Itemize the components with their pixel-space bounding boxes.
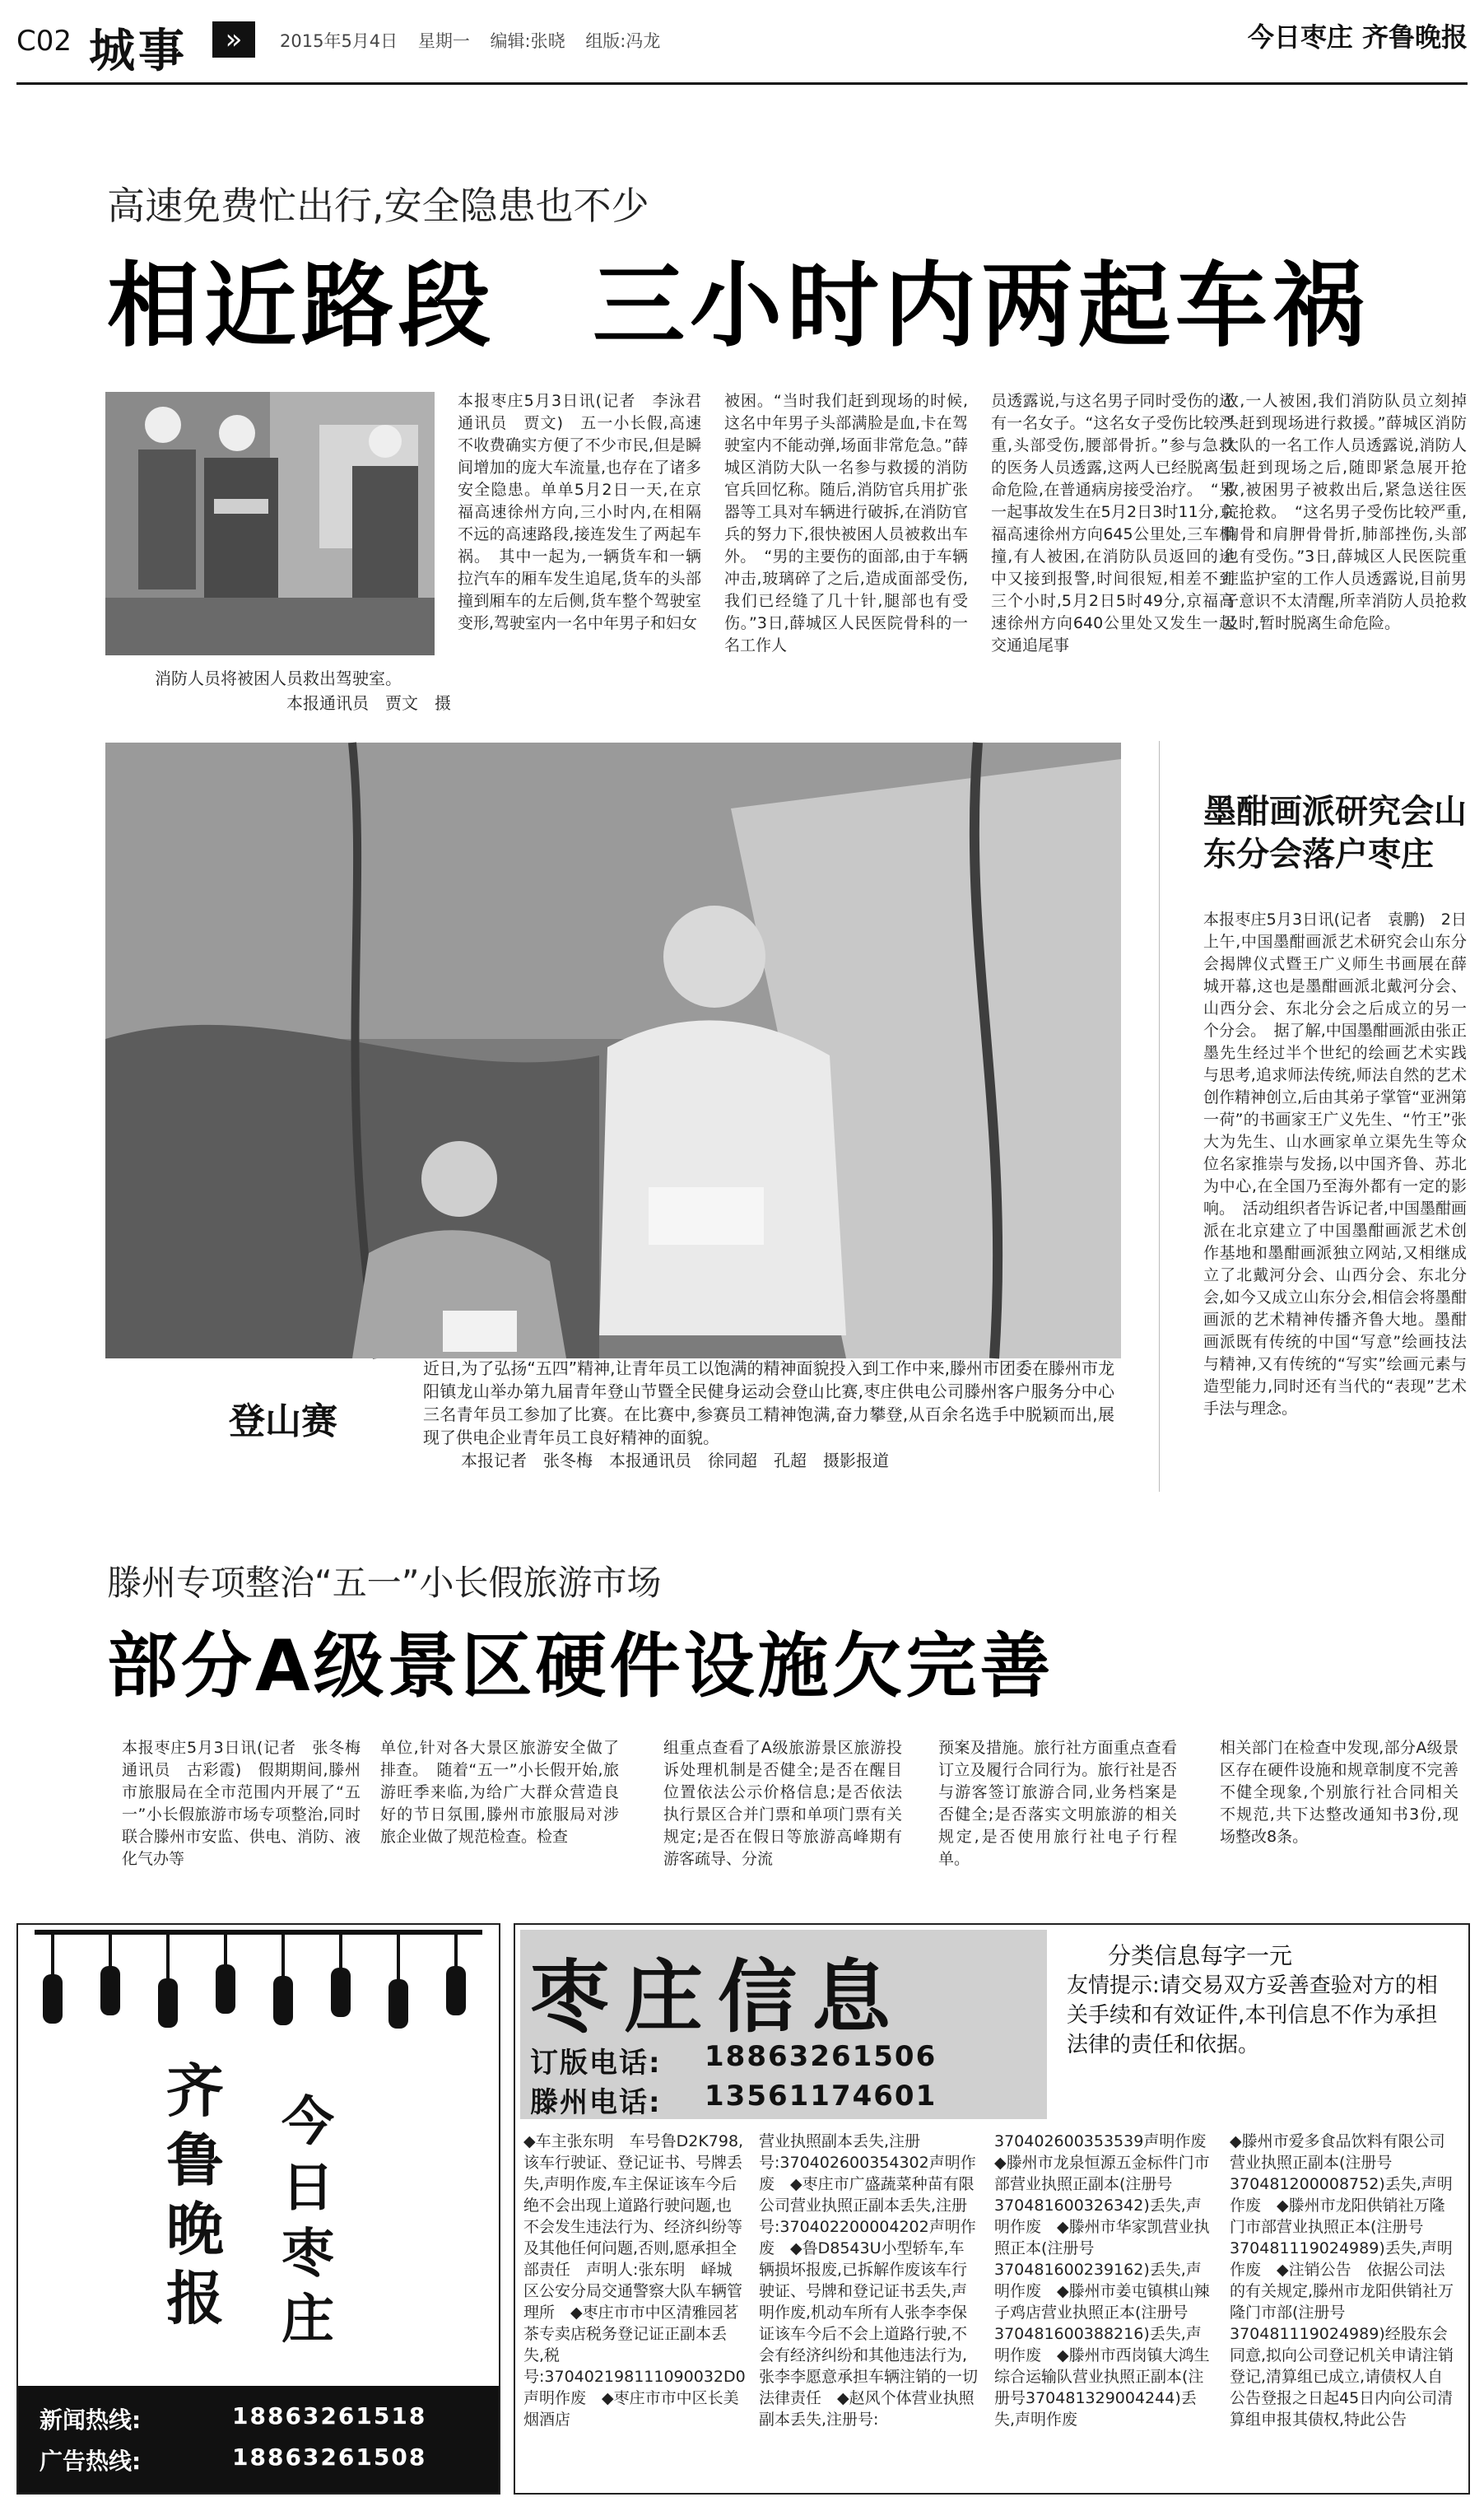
classified-column-1: ◆车主张东明 车号鲁D2K798,该车行驶证、登记证书、号牌丢失,声明作废,车主保证该车今后绝不会出现上道路行驶问题,也不会发生违法行为、经济纠纷等及其他任何问题,否则,愿承担全部责任 声明人:张东明 峄城区公安分局交通警察大队车辆管理所 ◆枣庄市市中区清雅园茗茶专卖店税务登记证正副本丢失,税号:370402198111090032D0声明作废 ◆枣庄市市中区长美烟酒店 bbox=[523, 2132, 746, 2429]
story4-column-3: 组重点查看了A级旅游景区旅游投诉处理机制是否健全;是否在醒目位置依法公示价格信息;是否依法执行景区合并门票和单项门票有关规定;是否在假日等旅游高峰期有游客疏导、分流 bbox=[663, 1739, 902, 1868]
story4-column-1: 本报枣庄5月3日讯(记者 张冬梅 通讯员 古彩霞) 假期期间,滕州市旅服局在全市范围内开展了“五一”小长假旅游市场专项整治,同时联合滕州市安监、供电、消防、液化气办等 bbox=[122, 1739, 377, 1868]
issue-layout: 组版:冯龙 bbox=[585, 31, 661, 51]
ad-adline-label: 广告热线: bbox=[40, 2448, 142, 2475]
ad-hotline: 18863261518 bbox=[232, 2402, 427, 2429]
story3-headline: 墨酣画派研究会山东分会落户枣庄 bbox=[1203, 793, 1467, 873]
story1-kicker: 高速免费忙出行,安全隐患也不少 bbox=[107, 184, 649, 228]
story2-credit: 本报记者 张冬梅 本报通讯员 徐同超 孔超 摄影报道 bbox=[461, 1451, 889, 1470]
section-title: 城事 bbox=[89, 25, 188, 78]
issue-meta bbox=[280, 28, 675, 53]
story2-caption: 近日,为了弘扬“五四”精神,让青年员工以饱满的精神面貌投入到工作中来,滕州市团委在滕州市龙阳镇龙山举办第九届青年登山节暨全民健身运动会登山比赛,枣庄供电公司滕州客户服务分中心三名青年员工参加了比赛。在比赛中,参赛员工精神饱满,奋力攀登,从百余名选手中脱颖而出,展现了供电企业青年员工良好精神的面貌。 bbox=[423, 1358, 1114, 1447]
story2-label: 登山赛 bbox=[229, 1400, 337, 1442]
story4-headline: 部分A级景区硬件设施欠完善 bbox=[107, 1625, 1054, 1707]
story2-photo bbox=[105, 743, 1121, 1358]
ad-adline: 18863261508 bbox=[232, 2443, 427, 2471]
story1-photo-credit: 本报通讯员 贾文 摄 bbox=[286, 693, 451, 713]
classified-tip: 友情提示:请交易双方妥善查验对方的相关手续和有效证件,本刊信息不作为承担法律的责任和依据。 bbox=[1067, 1973, 1438, 2057]
order-phone: 18863261506 bbox=[705, 2040, 937, 2073]
ad-hotline-label: 新闻热线: bbox=[40, 2406, 142, 2434]
sidebar-divider bbox=[1159, 741, 1160, 1492]
story1-photo-caption: 消防人员将被困人员救出驾驶室。 bbox=[155, 669, 402, 688]
issue-date: 2015年5月4日 bbox=[280, 31, 398, 51]
chevron-right-icon: » bbox=[212, 21, 255, 58]
classified-column-3: 370402600353539声明作废 ◆滕州市龙泉恒源五金标件门市部营业执照正副本(注册号370481600326342)丢失,声明作废 ◆滕州市华家凯营业执照正本(注册号370481600239162)丢失,声明作废 ◆滕州市姜屯镇棋山辣子鸡店营业执照正本(注册号370481600388216)丢失,声明作废 ◆滕州市西岗镇大鸿生综合运输队营业执照正副本(注册号370481329004244)丢失,声明作废 bbox=[994, 2132, 1222, 2429]
story4-column-5: 相关部门在检查中发现,部分A级景区存在硬件设施和规章制度不完善不健全现象,个别旅行社合同相关不规范,共下达整改通知书3份,现场整改8条。 bbox=[1220, 1739, 1458, 1846]
masthead-brand: 今日枣庄 齐鲁晚报 bbox=[1247, 21, 1468, 53]
classified-box bbox=[514, 1923, 1470, 2495]
ad-brand: 齐鲁晚报 bbox=[166, 2057, 224, 2332]
ad-edition: 今日枣庄 bbox=[281, 2092, 334, 2350]
classified-column-2: 营业执照副本丢失,注册号:370402600354302声明作废 ◆枣庄市广盛蔬菜种苗有限公司营业执照正副本丢失,注册号:370402200004202声明作废 ◆鲁D8543U小型轿车,车辆损坏报废,已拆解作废该车行驶证、号牌和登记证书丢失,声明作废,机动车所有人张李李保证该车今后不会上道路行驶,不会有经济纠纷和其他违法行为,张李李愿意承担车辆注销的一切法律责任 ◆赵风个体营业执照副本丢失,注册号: bbox=[759, 2132, 979, 2429]
classified-column-4: ◆滕州市爱多食品饮料有限公司营业执照正副本(注册号370481200008752)丢失,声明作废 ◆滕州市龙阳供销社万隆门市部营业执照正本(注册号370481119024989)丢失,声明作废 ◆注销公告 依据公司法的有关规定,滕州市龙阳供销社万隆门市部(注册号370481119024989)经股东会同意,拟向公司登记机关申请注销登记,清算组已成立,请债权人自公告登报之日起45日内向公司清算组申报其债权,特此公告 bbox=[1230, 2132, 1454, 2429]
issue-weekday: 星期一 bbox=[417, 31, 470, 51]
story1-column-3: 员透露说,与这名男子同时受伤的还有一名女子。“这名女子受伤比较严重,头部受伤,腰部骨折。”参与急救的医务人员透露,这两人已经脱离生命危险,在普通病房接受治疗。 “另一起事故发生在5月2日3时11分,京福高速徐州方向645公里处,三车相撞,有人被困,在消防队员返回的途中又接到报警,时间很短,相差不到三个小时,5月2日5时49分,京福高速徐州方向640公里处又发生一起交通追尾事 bbox=[991, 392, 1235, 655]
tengzhou-phone-label: 滕州电话: bbox=[530, 2086, 662, 2119]
story1-column-1: 本报枣庄5月3日讯(记者 李泳君 通讯员 贾文) 五一小长假,高速不收费确实方便了不少市民,但是瞬间增加的庞大车流量,也存在了诸多安全隐患。单单5月2日一天,在京福高速徐州方向,三小时内,在相隔不远的高速路段,接连发生了两起车祸。 其中一起为,一辆货车和一辆拉汽车的厢车发生追尾,货车的头部撞到厢车的左后侧,货车整个驾驶室变形,驾驶室内一名中年男子和妇女 bbox=[458, 392, 718, 632]
page-number: C02 bbox=[16, 25, 72, 58]
order-phone-label: 订版电话: bbox=[530, 2047, 662, 2080]
mountain-climbing-image bbox=[105, 743, 1121, 1358]
story3-body: 本报枣庄5月3日讯(记者 袁鹏) 2日上午,中国墨酣画派艺术研究会山东分会揭牌仪式暨王广义师生书画展在薛城开幕,这也是墨酣画派北戴河分会、山西分会、东北分会之后成立的另一个分会。 据了解,中国墨酣画派由张正墨先生经过半个世纪的绘画艺术实践与思考,追求师法传统,师法自然的艺术创作精神创立,后由其弟子掌管“亚洲第一荷”的书画家王广义先生、“竹王”张大为先生、山水画家单立渠先生等众位名家推崇与发扬,以中国齐鲁、苏北为中心,在全国乃至海外都有一定的影响。 活动组织者告诉记者,中国墨酣画派在北京建立了中国墨酣画派艺术创作基地和墨酣画派独立网站,又相继成立了北戴河分会、山西分会、东北分会,如今又成立山东分会,相信会将墨酣画派的艺术精神传播齐鲁大地。墨酣画派既有传统的中国“写意”绘画技法与精神,又有传统的“写实”绘画元素与造型能力,同时还有当代的“表现”艺术手法与理念。 bbox=[1203, 911, 1467, 1418]
classified-title: 枣庄信息 bbox=[530, 1951, 905, 2043]
header-rule bbox=[16, 82, 1468, 85]
classified-price: 分类信息每字一元 bbox=[1108, 1942, 1293, 1969]
story4-column-2: 单位,针对各大景区旅游安全做了排查。 随着“五一”小长假开始,旅游旺季来临,为给广大群众营造良好的节日氛围,滕州市旅服局对涉旅企业做了规范检查。检查 bbox=[380, 1739, 619, 1846]
story1-photo bbox=[105, 392, 435, 655]
story1-column-4: 故,一人被困,我们消防队员立刻掉头赶到现场进行救援。”薛城区消防大队的一名工作人员透露说,消防人员赶到现场之后,随即紧急展开抢救,被困男子被救出后,紧急送往医院抢救。 “这名男子受伤比较严重,胸骨和肩胛骨骨折,肺部挫伤,头部也有受伤。”3日,薛城区人民医院重症监护室的工作人员透露说,目前男子意识不太清醒,所幸消防人员抢救及时,暂时脱离生命危险。 bbox=[1223, 392, 1467, 632]
story4-kicker: 滕州专项整治“五一”小长假旅游市场 bbox=[107, 1563, 662, 1603]
story1-column-2: 被困。“当时我们赶到现场的时候,这名中年男子头部满脸是血,卡在驾驶室内不能动弹,场面非常危急。”薛城区消防大队一名参与救援的消防官兵回忆称。随后,消防官兵用扩张器等工具对车辆进行破拆,在消防官兵的努力下,很快被困人员被救出车外。 “男的主要伤的面部,由于车辆冲击,玻璃碎了之后,造成面部受伤,我们已经缝了几十针,腿部也有受伤。”3日,薛城区人民医院骨科的一名工作人 bbox=[724, 392, 968, 655]
telephone-handsets-icon bbox=[18, 1925, 499, 2032]
story1-headline: 相近路段 三小时内两起车祸 bbox=[107, 253, 1370, 360]
firefighter-rescue-image bbox=[105, 392, 435, 655]
tengzhou-phone: 13561174601 bbox=[705, 2080, 937, 2113]
issue-editor: 编辑:张晓 bbox=[490, 31, 565, 51]
ad-box bbox=[16, 1923, 500, 2495]
story4-column-4: 预案及措施。旅行社方面重点查看订立及履行合同行为。旅行社是否与游客签订旅游合同,业务档案是否健全;是否落实文明旅游的相关规定,是否使用旅行社电子行程单。 bbox=[938, 1739, 1177, 1868]
